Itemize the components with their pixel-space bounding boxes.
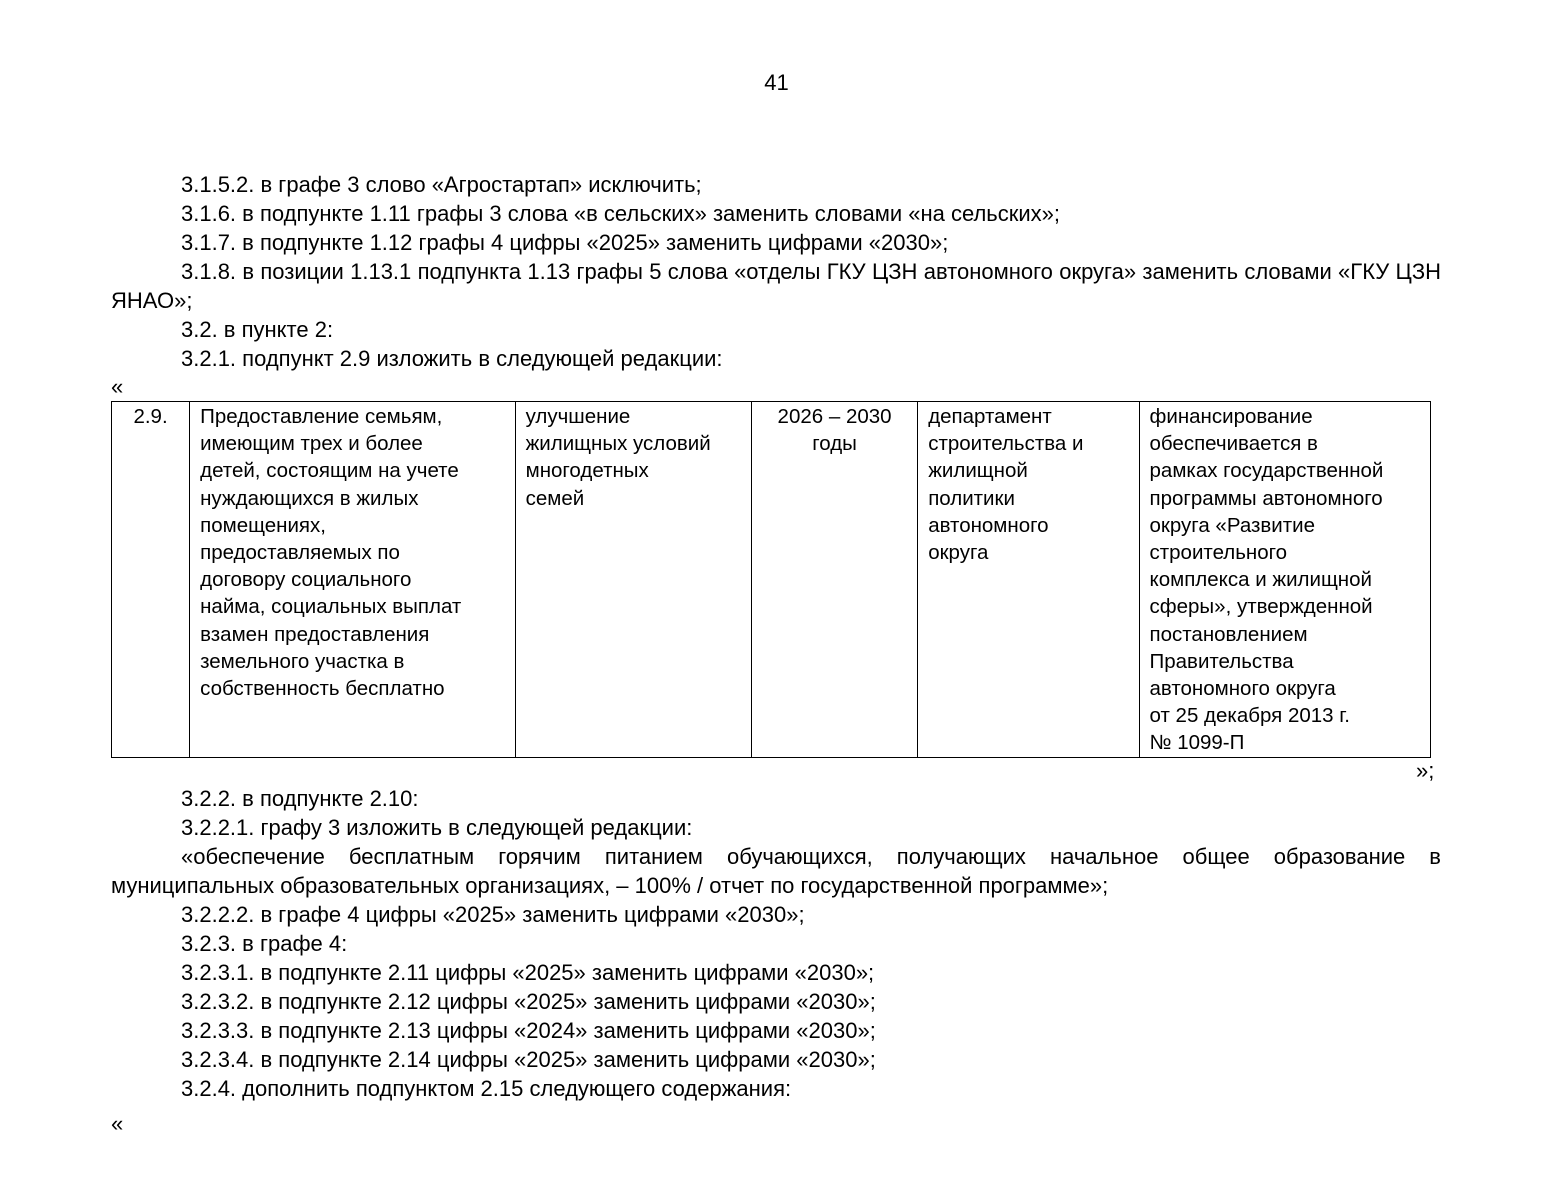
cell-line: округа «Развитие xyxy=(1149,513,1315,537)
cell-line: имеющим трех и более xyxy=(200,432,423,456)
cell-line: 2026 – 2030 xyxy=(777,405,892,428)
cell-line: улучшение xyxy=(525,405,631,428)
cell-line: найма, социальных выплат xyxy=(200,595,462,619)
paragraph: 3.2.3.2. в подпункте 2.12 цифры «2025» заменить цифрами «2030»; xyxy=(181,989,876,1014)
cell-name xyxy=(190,402,515,758)
table-row xyxy=(112,402,1431,758)
cell-line: обеспечивается в xyxy=(1149,432,1318,456)
paragraph: 3.2.3.1. в подпункте 2.11 цифры «2025» заменить цифрами «2030»; xyxy=(181,960,875,985)
cell-line: рамках государственной xyxy=(1149,459,1384,483)
cell-line: договору социального xyxy=(200,568,412,592)
amendments-block-1 xyxy=(111,170,1441,373)
amendments-block-2 xyxy=(111,784,1441,1103)
cell-line: взамен предоставления xyxy=(200,622,430,646)
paragraph: 3.2.4. дополнить подпунктом 2.15 следующего содержания: xyxy=(181,1076,792,1101)
closing-quote-mark: »; xyxy=(1416,758,1435,783)
paragraph: 3.1.5.2. в графе 3 слово «Агростартап» исключить; xyxy=(181,172,702,197)
cell-executor xyxy=(918,402,1139,758)
cell-line: жилищной xyxy=(928,459,1028,483)
paragraph: 3.1.6. в подпункте 1.11 графы 3 слова «в сельских» заменить словами «на сельских»; xyxy=(181,201,1061,226)
cell-line: помещениях, xyxy=(200,513,326,537)
cell-line: сферы», утвержденной xyxy=(1149,595,1373,619)
cell-line: № 1099-П xyxy=(1149,731,1245,755)
amendment-table xyxy=(111,401,1431,758)
paragraph: 3.2.2.2. в графе 4 цифры «2025» заменить цифрами «2030»; xyxy=(181,902,805,927)
cell-line: Правительства xyxy=(1149,649,1294,673)
cell-line: собственность бесплатно xyxy=(200,677,445,701)
opening-quote-mark: « xyxy=(111,374,124,399)
cell-line: автономного округа xyxy=(1149,677,1336,701)
cell-line: семей xyxy=(525,486,585,510)
cell-line: предоставляемых по xyxy=(200,541,400,565)
cell-line: нуждающихся в жилых xyxy=(200,486,419,510)
paragraph: 3.2.3.3. в подпункте 2.13 цифры «2024» заменить цифрами «2030»; xyxy=(181,1018,876,1043)
cell-period xyxy=(751,402,917,758)
paragraph: 3.1.8. в позиции 1.13.1 подпункта 1.13 графы 5 слова «отделы ГКУ ЦЗН автономного округа» заменить словами «ГКУ ЦЗН ЯНАО»; xyxy=(111,259,1441,313)
paragraph: 3.2.3.4. в подпункте 2.14 цифры «2025» заменить цифрами «2030»; xyxy=(181,1047,876,1072)
cell-line: детей, состоящим на учете xyxy=(200,459,459,483)
cell-financing xyxy=(1139,402,1430,758)
paragraph: 3.2.2. в подпункте 2.10: xyxy=(181,786,419,811)
cell-line: жилищных условий xyxy=(525,432,711,456)
cell-line: строительства и xyxy=(928,432,1084,456)
cell-line: постановлением xyxy=(1149,622,1308,646)
paragraph: 3.1.7. в подпункте 1.12 графы 4 цифры «2025» заменить цифрами «2030»; xyxy=(181,230,949,255)
cell-line: программы автономного xyxy=(1149,486,1383,510)
cell-line: Предоставление семьям, xyxy=(200,405,443,428)
cell-line: от 25 декабря 2013 г. xyxy=(1149,704,1350,728)
cell-line: автономного xyxy=(928,513,1049,537)
paragraph: 3.2.3. в графе 4: xyxy=(181,931,348,956)
paragraph: 3.2. в пункте 2: xyxy=(181,317,334,342)
paragraph: «обеспечение бесплатным горячим питанием обучающихся, получающих начальное общее образование в муниципальных образовательных организациях, – 100% / отчет по государственной программе»; xyxy=(111,844,1441,898)
paragraph: 3.2.2.1. графу 3 изложить в следующей редакции: xyxy=(181,815,693,840)
cell-number: 2.9. xyxy=(112,402,190,758)
cell-line: многодетных xyxy=(525,459,649,483)
cell-line: годы xyxy=(812,432,857,456)
paragraph: 3.2.1. подпункт 2.9 изложить в следующей редакции: xyxy=(181,346,723,371)
opening-quote-mark: « xyxy=(111,1111,124,1136)
cell-result xyxy=(515,402,751,758)
cell-line: комплекса и жилищной xyxy=(1149,568,1372,592)
cell-line: округа xyxy=(928,541,989,565)
cell-line: политики xyxy=(928,486,1015,510)
page-number: 41 xyxy=(764,70,789,95)
cell-line: финансирование xyxy=(1149,405,1313,428)
cell-line: департамент xyxy=(928,405,1052,428)
cell-line: земельного участка в xyxy=(200,649,405,673)
cell-line: строительного xyxy=(1149,541,1288,565)
